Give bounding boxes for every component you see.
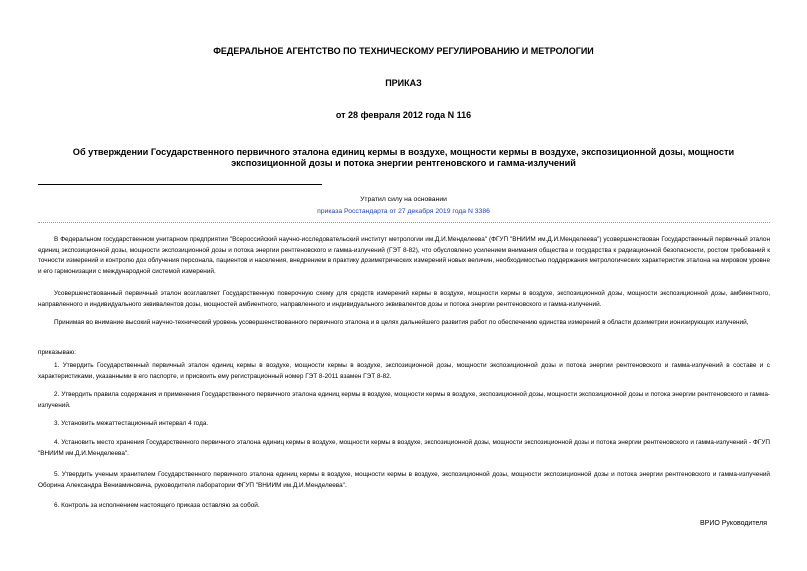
repeal-order-link[interactable]: приказа Росстандарта от 27 декабря 2019 года N 3386 xyxy=(317,208,490,215)
repeal-notice: Утратил силу на основании xyxy=(360,196,447,203)
document-date-number: от 28 февраля 2012 года N 116 xyxy=(335,110,472,120)
order-item-2: 2. Утвердить правила содержания и применения Государственного первичного эталона единиц кермы в воздухе, мощности кермы в воздухе, экспозиционной дозы, мощности экспозиционной дозы и потока энергии рентгеновского и гамма-излучений. xyxy=(38,391,770,409)
order-item-1: 1. Утвердить Государственный первичный эталон единиц кермы в воздухе, мощности кермы в воздухе, экспозиционной дозы, мощности экспозиционной дозы и потока энергии рентгеновского и гамма-излучений в составе и с характеристиками, указанными в его паспорте, и присвоить ему регистрационный номер ГЭТ 8-2011 взамен ГЭТ 8-82. xyxy=(38,362,770,380)
order-item-3: 3. Установить межаттестационный интервал 4 года. xyxy=(54,420,209,427)
document-title: Об утверждении Государственного первичного эталона единиц кермы в воздухе, мощности кермы в воздухе, экспозиционной дозы, мощности экспозиционной дозы и потока энергии рентгеновского и гамма-излучений xyxy=(72,147,735,168)
paragraph-intro: В Федеральном государственном унитарном предприятии "Всероссийский научно-исследовательский институт метрологии им.Д.И.Менделеева" (ФГУП "ВНИИМ им.Д.И.Менделеева") усовершенствован Государственный первичный эталон единиц экспозиционной дозы, мощности экспозиционной дозы и потока энергии рентгеновского и гамма-излучений (ГЭТ 8-82), что обусловлено усилением внимания общества и государства к радиационной безопасности, ростом требований к точности измерений и контролю доз облучения персонала, пациентов и населения, внедрением в практику дозиметрических измерений новых величин, необходимостью поддержания метрологических характеристик эталона на мировом уровне и его гармонизации с международной системой измерений. xyxy=(38,236,770,275)
agency-name: ФЕДЕРАЛЬНОЕ АГЕНТСТВО ПО ТЕХНИЧЕСКОМУ РЕГУЛИРОВАНИЮ И МЕТРОЛОГИИ xyxy=(213,46,594,56)
order-item-6: 6. Контроль за исполнением настоящего приказа оставляю за собой. xyxy=(54,502,260,509)
paragraph-order-word: приказываю: xyxy=(38,349,76,356)
paragraph-considering: Принимая во внимание высокий научно-технический уровень усовершенствованного первичного эталона и в целях дальнейшего развития работ по обеспечению единства измерений в области дозиметрии ионизирующих излучений, xyxy=(54,319,749,326)
title-divider xyxy=(38,184,322,185)
order-item-4: 4. Установить место хранения Государственного первичного эталона единиц кермы в воздухе, мощности кермы в воздухе, экспозиционной дозы, мощности экспозиционной дозы и потока энергии рентгеновского и гамма-излучений - ФГУП "ВНИИМ им.Д.И.Менделеева". xyxy=(38,439,770,457)
signature-position: ВРИО Руководителя xyxy=(700,520,767,527)
document-type: ПРИКАЗ xyxy=(385,78,422,88)
repeal-notice-link-line xyxy=(0,207,807,216)
order-item-5: 5. Утвердить ученым хранителем Государственного первичного эталона единиц кермы в воздухе, мощности кермы в воздухе, экспозиционной дозы, мощности экспозиционной дозы и потока энергии рентгеновского и гамма-излучений Оборина Александра Вениаминовича, руководителя лаборатории ФГУП "ВНИИМ им.Д.И.Менделеева". xyxy=(38,471,770,489)
paragraph-scheme: Усовершенствованный первичный эталон возглавляет Государственную поверочную схему для средств измерений кермы в воздухе, мощности кермы в воздухе, экспозиционной дозы, мощности экспозиционной дозы, амбиентного, направленного и индивидуального эквивалентов дозы, мощностей амбиентного, направленного и индивидуального эквивалентов дозы и потока энергии рентгеновского и гамма-излучений. xyxy=(38,290,770,308)
notice-divider xyxy=(38,222,770,223)
